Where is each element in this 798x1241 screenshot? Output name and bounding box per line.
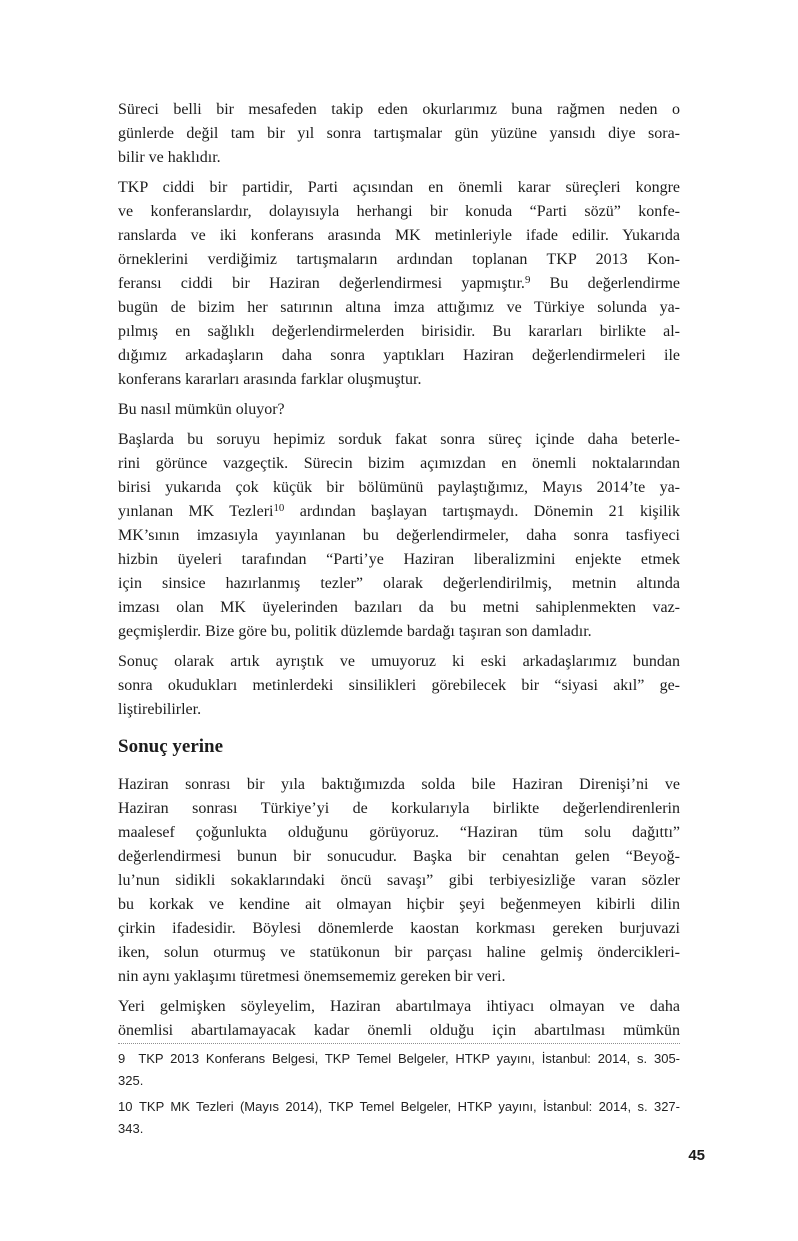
text-line: Yeri gelmişken söyleyelim, Haziran abartılmaya ihtiyacı olmayan ve daha: [118, 998, 680, 1015]
text-line: dığımız arkadaşların daha sonra yaptıkları Haziran değerlendirmeleri ile: [118, 347, 680, 364]
text-line: 9 TKP 2013 Konferans Belgesi, TKP Temel Belgeler, HTKP yayını, İstanbul: 2014, s. 305-: [118, 1051, 680, 1066]
footnote-10: [118, 1096, 680, 1140]
text-line: lu’nun sidikli sokaklarındaki öncü savaşı” gibi terbiyesizliğe varan sözler: [118, 872, 680, 889]
text-line: TKP ciddi bir partidir, Parti açısından en önemli karar süreçleri kongre: [118, 179, 680, 196]
text-line: Haziran sonrası bir yıla baktığımızda solda bile Haziran Direnişi’ni ve: [118, 776, 680, 793]
text-line: maalesef çoğunlukta olduğunu görüyoruz. “Haziran tüm solu dağıttı”: [118, 824, 680, 841]
text-line: örneklerini verdiğimiz tartışmaların ardından toplanan TKP 2013 Kon-: [118, 251, 680, 268]
text-line: pılmış en sağlıklı değerlendirmelerden birisidir. Bu kararları birlikte al-: [118, 323, 680, 340]
text-line: Bu nasıl mümkün oluyor?: [118, 401, 285, 418]
paragraph-2: [118, 176, 680, 392]
text-line: bilir ve haklıdır.: [118, 149, 221, 166]
text-line: geçmişlerdir. Bize göre bu, politik düzlemde bardağı taşıran son damladır.: [118, 623, 592, 640]
footnote-divider: [118, 1043, 680, 1044]
footnote-ref: 10: [273, 502, 285, 515]
footnotes: [118, 1048, 680, 1140]
paragraph-6: [118, 773, 680, 989]
text-line: hizbin üyeleri tarafından “Parti’ye Haziran liberalizmini enjekte etmek: [118, 551, 680, 568]
text-line: Haziran sonrası Türkiye’yi de korkularıyla birlikte değerlendirenlerin: [118, 800, 680, 817]
text-line: yınlanan MK Tezleri$^{10}$ ardından başlayan tartışmaydı. Dönemin 21 kişilik: [118, 502, 680, 520]
text-line: Süreci belli bir mesafeden takip eden okurlarımız buna rağmen neden o: [118, 101, 680, 118]
footnote-ref: 9: [524, 274, 531, 287]
footnote-9: [118, 1048, 680, 1092]
text-line: ranslarda ve iki konferans arasında MK metinleriyle ifade edilir. Yukarıda: [118, 227, 680, 244]
text-line: rini görünce vazgeçtik. Sürecin bizim açımızdan en önemli noktalarından: [118, 455, 680, 472]
text-line: değerlendirmesi bunun bir sonucudur. Başka bir cenahtan gelen “Beyoğ-: [118, 848, 680, 865]
footnote-area: [118, 1043, 680, 1144]
text-line: nin aynı yaklaşımı türetmesi önemsememiz gereken bir veri.: [118, 968, 506, 985]
text-line: MK’sının imzasıyla yayınlanan bu değerlendirmeler, daha sonra tasfiyeci: [118, 527, 680, 544]
section-heading: [118, 734, 680, 760]
paragraph-7: [118, 995, 680, 1043]
text-line: bu korkak ve kendine ait olmayan hiçbir şeyi beğenmeyen kibirli dilin: [118, 896, 680, 913]
text-line: 325.: [118, 1073, 144, 1088]
text-line: 343.: [118, 1121, 144, 1136]
text-line: sonra okudukları metinlerdeki sinsilikleri görebilecek bir “siyasi akıl” ge-: [118, 677, 680, 694]
text-line: çirkin ifadesidir. Böylesi dönemlerde kaostan korkması gereken burjuvazi: [118, 920, 680, 937]
text-column: [118, 98, 680, 1049]
text-line: Başlarda bu soruyu hepimiz sorduk fakat sonra süreç içinde daha beterle-: [118, 431, 680, 448]
text-line: için sinsice hazırlanmış tezler” olarak değerlendirilmiş, metnin altında: [118, 575, 680, 592]
text-line: imzası olan MK üyelerinden bazıları da bu metni sahiplenmekten vaz-: [118, 599, 680, 616]
text-line: günlerde değil tam bir yıl sonra tartışmalar gün yüzüne yansıdı diye sora-: [118, 125, 680, 142]
text-line: 10 TKP MK Tezleri (Mayıs 2014), TKP Temel Belgeler, HTKP yayını, İstanbul: 2014, s. 327-: [118, 1099, 680, 1114]
text-line: Sonuç yerine: [118, 736, 224, 757]
paragraph-1: [118, 98, 680, 170]
text-line: birisi yukarıda çok küçük bir bölümünü paylaştığımız, Mayıs 2014’te ya-: [118, 479, 680, 496]
page-number: 45: [688, 1147, 705, 1164]
text-line: önemlisi abartılamayacak kadar önemli olduğu için abartılması mümkün: [118, 1022, 680, 1039]
paragraph-5: [118, 650, 680, 722]
text-line: feransı ciddi bir Haziran değerlendirmesi yapmıştır.$^9$ Bu değerlendirme: [118, 274, 680, 292]
text-line: iken, solun oturmuş ve statükonun bir parçası haline gelmiş öndercikleri-: [118, 944, 680, 961]
text-line: bugün de bizim her satırının altına imza attığımız ve Türkiye solunda ya-: [118, 299, 680, 316]
text-line: konferans kararları arasında farklar oluşmuştur.: [118, 371, 422, 388]
text-line: liştirebilirler.: [118, 701, 202, 718]
paragraph-4: [118, 428, 680, 644]
text-line: Sonuç olarak artık ayrıştık ve umuyoruz ki eski arkadaşlarımız bundan: [118, 653, 680, 670]
paragraph-3-question: [118, 398, 680, 422]
text-line: ve konferanslardır, dolayısıyla herhangi bir konuda “Parti sözü” konfe-: [118, 203, 680, 220]
